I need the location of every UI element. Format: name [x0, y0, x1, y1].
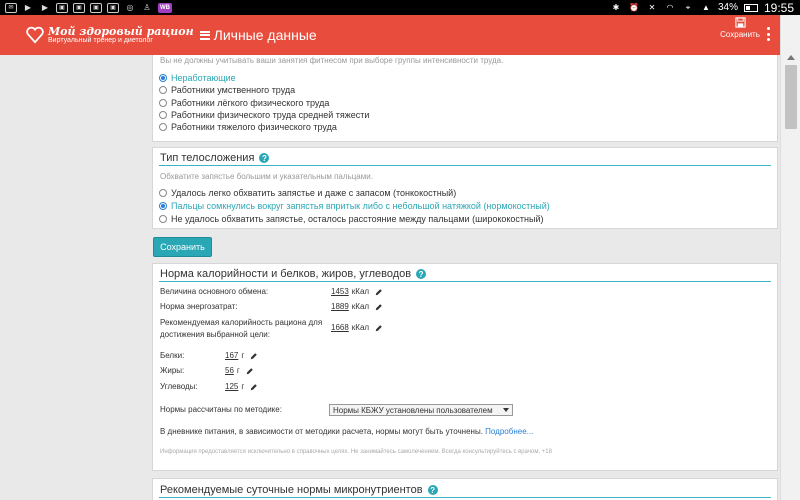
basal-unit: кКал [351, 287, 370, 296]
brand-title: Мой здоровый рацион [48, 24, 194, 38]
norms-note-text: В дневнике питания, в зависимости от методики расчета, нормы могут быть уточнены. [160, 427, 483, 436]
mute-icon: ✕ [648, 3, 656, 12]
micronutrients-card [152, 478, 778, 500]
more-options-icon[interactable] [766, 27, 770, 41]
battery-percent: 34% [717, 2, 738, 13]
recommended-unit: кКал [351, 323, 370, 332]
body-type-title [160, 152, 269, 164]
signal-icon: ▲ [701, 3, 710, 12]
location-icon: ⌖ [685, 2, 691, 12]
norms-card [152, 263, 778, 471]
page-title: Личные данные [213, 27, 317, 43]
radio-activity-3[interactable] [159, 110, 369, 120]
norms-note [160, 427, 533, 436]
basal-number[interactable]: 1453 [331, 287, 349, 296]
radio-activity-2[interactable] [159, 98, 329, 108]
radio-label: Работники лёгкого физического труда [171, 98, 330, 108]
fat-value[interactable] [225, 365, 254, 377]
carbs-label: Углеводы: [160, 382, 198, 391]
protein-label: Белки: [160, 351, 185, 360]
expenditure-value[interactable] [331, 301, 383, 313]
heart-logo-icon [26, 26, 44, 44]
alarm-icon: ⏰ [628, 3, 639, 12]
radio-dot[interactable] [159, 189, 167, 197]
fat-unit: г [236, 366, 240, 375]
radio-label: Удалось легко обхватить запястье и даже с запасом (тонкокостный) [171, 188, 457, 198]
app-bar [0, 15, 780, 55]
battery-icon [744, 4, 758, 12]
radio-body-1[interactable] [159, 201, 550, 211]
image-icon: ▣ [56, 3, 68, 13]
pencil-icon[interactable] [250, 383, 258, 391]
norms-title-text: Норма калорийности и белков, жиров, углеводов [160, 268, 412, 280]
save-button[interactable]: Сохранить [153, 237, 212, 257]
brand-subtitle: Виртуальный тренер и диетолог [48, 37, 153, 45]
radio-label: Работники физического труда средней тяжести [171, 110, 370, 120]
micro-title [160, 484, 438, 496]
pencil-icon[interactable] [375, 303, 383, 311]
radio-activity-4[interactable] [159, 122, 337, 132]
title-underline [159, 497, 771, 498]
save-disk-icon [735, 17, 746, 28]
radio-activity-1[interactable] [159, 85, 295, 95]
protein-value[interactable] [225, 350, 258, 362]
title-underline [159, 165, 771, 166]
recommended-label-2: достижения выбранной цели: [160, 330, 270, 339]
radio-dot[interactable] [159, 123, 167, 131]
pencil-icon[interactable] [375, 324, 383, 332]
expenditure-number[interactable]: 1889 [331, 302, 349, 311]
recommended-number[interactable]: 1668 [331, 323, 349, 332]
menu-icon[interactable] [200, 31, 210, 40]
norms-title [160, 268, 426, 280]
help-icon[interactable]: ? [428, 485, 438, 495]
image-icon: ▣ [73, 3, 85, 13]
more-link[interactable]: Подробнее... [485, 427, 534, 436]
disclaimer: Информация предоставляется исключительно в справочных целях. Не занимайтесь самолечением. Всегда консультируйтесь с врачом. +18 [160, 449, 552, 455]
radio-dot[interactable] [159, 215, 167, 223]
radio-label: Не удалось обхватить запястье, осталось расстояние между пальцами (ширококостный) [171, 214, 544, 224]
pencil-icon[interactable] [246, 367, 254, 375]
carbs-number[interactable]: 125 [225, 382, 239, 391]
title-underline [159, 281, 771, 282]
help-icon[interactable]: ? [259, 153, 269, 163]
message-icon: ✉ [5, 3, 17, 13]
expenditure-label: Норма энергозатрат: [160, 302, 238, 311]
body-type-card [152, 147, 778, 229]
radio-dot[interactable] [159, 202, 167, 210]
bluetooth-icon: ✱ [612, 3, 620, 12]
ok-icon: ♙ [143, 3, 151, 12]
scroll-up-arrow-icon[interactable] [787, 55, 795, 60]
image-icon: ▣ [107, 3, 119, 13]
scrollbar[interactable] [780, 15, 800, 500]
wifi-icon: ◠ [666, 3, 674, 12]
activity-card [152, 55, 778, 142]
carbs-unit: г [241, 382, 245, 391]
radio-body-0[interactable] [159, 188, 456, 198]
fat-label: Жиры: [160, 366, 185, 375]
youtube-icon: ▶ [41, 3, 49, 12]
radio-dot[interactable] [159, 86, 167, 94]
help-icon[interactable]: ? [416, 269, 426, 279]
radio-label: Работники тяжелого физического труда [171, 122, 337, 132]
micro-title-text: Рекомендуемые суточные нормы микронутриентов [160, 484, 423, 496]
radio-label: Пальцы сомкнулись вокруг запястья впритык либо с небольшой натяжкой (нормокостный) [171, 201, 550, 211]
recommended-value[interactable] [331, 322, 383, 334]
radio-dot[interactable] [159, 74, 167, 82]
basal-label: Величина основного обмена: [160, 287, 269, 296]
dropdown-arrow-icon[interactable] [503, 408, 509, 412]
protein-number[interactable]: 167 [225, 351, 239, 360]
clock: 19:55 [763, 0, 794, 15]
protein-unit: г [241, 351, 245, 360]
radio-dot[interactable] [159, 111, 167, 119]
system-icons [610, 1, 800, 15]
scroll-thumb[interactable] [785, 65, 797, 129]
radio-dot[interactable] [159, 99, 167, 107]
activity-hint: Вы не должны учитывать ваши занятия фитнесом при выборе группы интенсивности труда. [160, 56, 504, 65]
save-top-label: Сохранить [720, 30, 760, 39]
status-bar [0, 0, 800, 15]
image-icon: ▣ [90, 3, 102, 13]
recommended-label-1: Рекомендуемая калорийность рациона для [160, 318, 323, 327]
expenditure-unit: кКал [351, 302, 370, 311]
save-top-button[interactable] [718, 17, 762, 39]
instagram-icon: ◎ [126, 3, 134, 12]
method-select-value: Нормы КБЖУ установлены пользователем [333, 405, 493, 415]
body-type-title-text: Тип телосложения [160, 152, 255, 164]
method-select[interactable] [329, 404, 513, 416]
pencil-icon[interactable] [375, 288, 383, 296]
carbs-value[interactable] [225, 381, 258, 393]
fat-number[interactable]: 56 [225, 366, 234, 375]
radio-body-2[interactable] [159, 214, 544, 224]
radio-activity-0[interactable] [159, 73, 236, 83]
notification-icons [0, 3, 172, 13]
basal-value[interactable] [331, 286, 383, 298]
body-type-hint: Обхватите запястье большим и указательным пальцами. [160, 172, 373, 181]
wb-badge-icon: WB [160, 4, 170, 11]
method-label: Нормы рассчитаны по методике: [160, 405, 282, 414]
pencil-icon[interactable] [250, 352, 258, 360]
radio-label: Работники умственного труда [171, 85, 296, 95]
brand[interactable] [48, 26, 194, 45]
radio-label: Неработающие [171, 73, 236, 83]
youtube-icon: ▶ [24, 3, 32, 12]
